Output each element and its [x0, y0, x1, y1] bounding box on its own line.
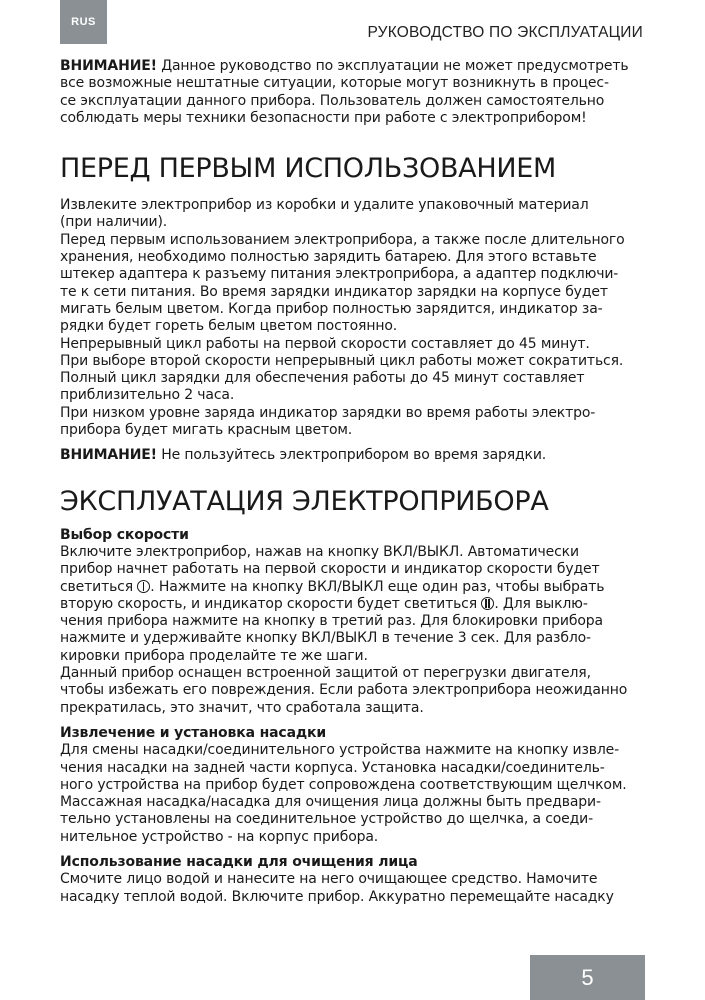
warning-line: Данное руководство по эксплуатации не может предусмотреть	[156, 58, 629, 74]
body-line: мигать белым цветом. Когда прибор полностью зарядится, индикатор за-	[60, 300, 603, 317]
body-line: Смочите лицо водой и нанесите на него очищающее средство. Намочите	[60, 871, 598, 888]
section-heading-operation: ЭКСПЛУАТАЦИЯ ЭЛЕКТРОПРИБОРА	[60, 485, 549, 517]
subheading-speed: Выбор скорости	[60, 526, 189, 543]
speed-section	[60, 527, 643, 717]
intro-warning	[60, 58, 643, 127]
page-content	[60, 58, 643, 906]
body-line: штекер адаптера к разъему питания электроприбора, а адаптер подключи-	[60, 266, 619, 283]
body-line: Извлеките электроприбор из коробки и удалите упаковочный материал	[60, 197, 589, 214]
subheading-attachment: Извлечение и установка насадки	[60, 724, 327, 741]
body-line: Включите электроприбор, нажав на кнопку ВКЛ/ВЫКЛ. Автоматически	[60, 543, 579, 560]
body-line: Полный цикл зарядки для обеспечения работы до 45 минут составляет	[60, 370, 585, 387]
warning-line: все возможные нештатные ситуации, которые могут возникнуть в процес-	[60, 75, 609, 92]
subheading-cleansing: Использование насадки для очищения лица	[60, 853, 418, 870]
body-text: вторую скорость, и индикатор скорости будет светиться	[60, 595, 482, 612]
language-label: RUS	[71, 16, 96, 28]
section-heading-first-use: ПЕРЕД ПЕРВЫМ ИСПОЛЬЗОВАНИЕМ	[60, 153, 556, 185]
speed-two-icon	[481, 597, 494, 610]
body-line: прекратилась, это значит, что сработала защита.	[60, 699, 424, 716]
speed-one-icon	[137, 580, 150, 593]
header-title: РУКОВОДСТВО ПО ЭКСПЛУАТАЦИИ	[367, 24, 643, 41]
body-line: нажмите и удерживайте кнопку ВКЛ/ВЫКЛ в течение 3 сек. Для разбло-	[60, 630, 591, 647]
cleansing-section	[60, 854, 643, 906]
warning-label: ВНИМАНИЕ!	[60, 447, 157, 464]
body-line: те к сети питания. Во время зарядки индикатор зарядки на корпусе будет	[60, 283, 608, 300]
warning-label: ВНИМАНИЕ!	[60, 58, 157, 74]
body-line: прибор начнет работать на первой скорости и индикатор скорости будет	[60, 561, 600, 578]
body-line: хранения, необходимо полностью зарядить батарею. Для этого вставьте	[60, 249, 597, 266]
body-line: насадку теплой водой. Включите прибор. Аккуратно перемещайте насадку	[60, 888, 614, 905]
body-line: чтобы избежать его повреждения. Если работа электроприбора неожиданно	[60, 682, 628, 699]
body-line: Для смены насадки/соединительного устройства нажмите на кнопку извле-	[60, 742, 620, 759]
body-text: . Нажмите на кнопку ВКЛ/ВЫКЛ еще один раз, чтобы выбрать	[150, 578, 605, 595]
body-line: рядки будет гореть белым цветом постоянно.	[60, 318, 398, 335]
body-line: Непрерывный цикл работы на первой скорости составляет до 45 минут.	[60, 335, 590, 352]
warning-line: се эксплуатации данного прибора. Пользователь должен самостоятельно	[60, 92, 605, 109]
body-line: Данный прибор оснащен встроенной защитой от перегрузки двигателя,	[60, 665, 591, 682]
language-tab	[60, 0, 107, 44]
body-text: . Для выклю-	[494, 595, 588, 612]
body-line: ного устройства на прибор будет сопровождена соответствующим щелчком.	[60, 776, 627, 793]
body-line: прибора будет мигать красным цветом.	[60, 422, 353, 439]
warning-text: Не пользуйтесь электроприбором во время зарядки.	[156, 447, 547, 464]
body-line: кировки прибора проделайте те же шаги.	[60, 647, 368, 664]
body-line: чения прибора нажмите на кнопку в третий раз. Для блокировки прибора	[60, 613, 603, 630]
body-line: приблизительно 2 часа.	[60, 387, 235, 404]
body-line: Перед первым использованием электроприбора, а также после длительного	[60, 231, 625, 248]
body-line: нительное устройство - на корпус прибора.	[60, 828, 379, 845]
page-number	[530, 955, 645, 1000]
first-use-body	[60, 197, 643, 464]
body-line: Массажная насадка/насадка для очищения лица должны быть предвари-	[60, 794, 601, 811]
warning-line: соблюдать меры техники безопасности при работе с электроприбором!	[60, 109, 587, 126]
charging-warning	[60, 447, 643, 464]
page-number-label: 5	[581, 964, 594, 990]
body-line: При выборе второй скорости непрерывный цикл работы может сократиться.	[60, 352, 624, 369]
body-line: тельно установлены на соединительное устройство до щелчка, а соеди-	[60, 811, 594, 828]
body-line: (при наличии).	[60, 214, 168, 231]
body-line: При низком уровне заряда индикатор зарядки во время работы электро-	[60, 404, 596, 421]
attachment-section	[60, 725, 643, 846]
body-text: светиться	[60, 578, 138, 595]
body-line: чения насадки на задней части корпуса. Установка насадки/соединитель-	[60, 759, 605, 776]
